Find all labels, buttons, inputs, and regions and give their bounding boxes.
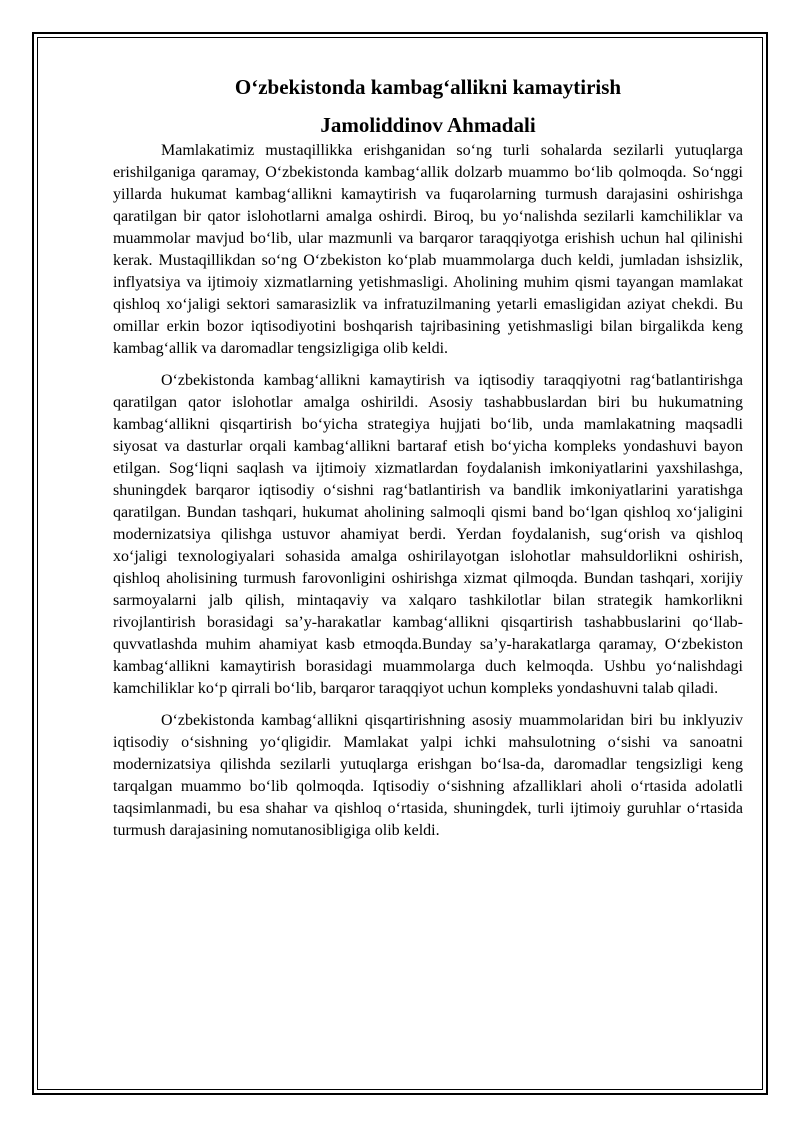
- paragraph-2: O‘zbekistonda kambag‘allikni kamaytirish va iqtisodiy taraqqiyotni rag‘batlantirishga qaratilgan qator islohotlar amalga oshirildi. Asosiy tashabbuslardan biri bu hukumatning kambag‘allikni qisqartirish bo‘yicha strategiya hujjati bo‘lib, unda mamlakatning maqsadli siyosat va dasturlar orqali kambag‘allikni bartaraf etish bo‘yicha kompleks yondashuvi bayon etilgan. Sog‘liqni saqlash va ijtimoiy xizmatlardan foydalanish imkoniyatlarini yaxshilashga, shuningdek barqaror iqtisodiy o‘sishni rag‘batlantirish va bandlik imkoniyatlarini yaratishga qaratilgan. Bundan tashqari, hukumat aholining salmoqli qismi band bo‘lgan qishloq xo‘jaligini modernizatsiya qilishga ustuvor ahamiyat berdi. Yerdan foydalanish, sug‘orish va qishloq xo‘jaligi texnologiyalari sohasida amalga oshirilayotgan islohotlar mahsuldorlikni oshirish, qishloq aholisining turmush farovonligini oshirishga xizmat qilmoqda. Bundan tashqari, xorijiy sarmoyalarni jalb qilish, mintaqaviy va xalqaro tashkilotlar bilan strategik hamkorlikni rivojlantirish borasidagi sa’y-harakatlar kambag‘allikni qisqartirish tashabbuslarini qo‘llab-quvvatlashda muhim ahamiyat kasb etmoqda.Bunday sa’y-harakatlarga qaramay, O‘zbekiston kambag‘allikni kamaytirish borasidagi muammolarga duch kelmoqda. Ushbu yo‘nalishdagi kamchiliklar ko‘p qirrali bo‘lib, barqaror taraqqiyot uchun kompleks yondashuvni talab qiladi.: [113, 372, 743, 697]
- document-body: [113, 74, 743, 852]
- document-author: Jamoliddinov Ahmadali: [320, 113, 536, 137]
- document-title: O‘zbekistonda kambag‘allikni kamaytirish: [234, 75, 622, 99]
- paragraph-1: Mamlakatimiz mustaqillikka erishganidan so‘ng turli sohalarda sezilarli yutuqlarga erishilganiga qaramay, O‘zbekistonda kambag‘allik dolzarb muammo bo‘lib qolmoqda. So‘nggi yillarda hukumat kambag‘allikni kamaytirish va fuqarolarning turmush darajasini oshirishga qaratilgan bir qator islohotlarni amalga oshirdi. Biroq, bu yo‘nalishda sezilarli kamchiliklar va muammolar mavjud bo‘lib, ular mazmunli va barqaror taraqqiyotga erishish uchun hal qilinishi kerak. Mustaqillikdan so‘ng O‘zbekiston ko‘plab muammolarga duch keldi, jumladan ishsizlik, inflyatsiya va ijtimoiy xizmatlarning yetishmasligi. Aholining muhim qismi tayangan mamlakat qishloq xo‘jaligi sektori samarasizlik va infratuzilmaning yetarli emasligidan aziyat chekdi. Bu omillar erkin bozor iqtisodiyotini boshqarish tajribasining yetishmasligi bilan birgalikda keng kambag‘allik va daromadlar tengsizligiga olib keldi.: [113, 142, 743, 357]
- paragraph-3: O‘zbekistonda kambag‘allikni qisqartirishning asosiy muammolaridan biri bu inklyuziv iqtisodiy o‘sishning yo‘qligidir. Mamlakat yalpi ichki mahsulotning o‘sishi va sanoatni modernizatsiya qilishda sezilarli yutuqlarga erishgan bo‘lsa-da, daromadlar tengsizligi keng tarqalgan muammo bo‘lib qolmoqda. Iqtisodiy o‘sishning afzalliklari aholi o‘rtasida adolatli taqsimlanmadi, bu esa shahar va qishloq o‘rtasida, shuningdek, turli ijtimoiy guruhlar o‘rtasida turmush darajasining nomutanosibligiga olib keldi.: [113, 712, 743, 839]
